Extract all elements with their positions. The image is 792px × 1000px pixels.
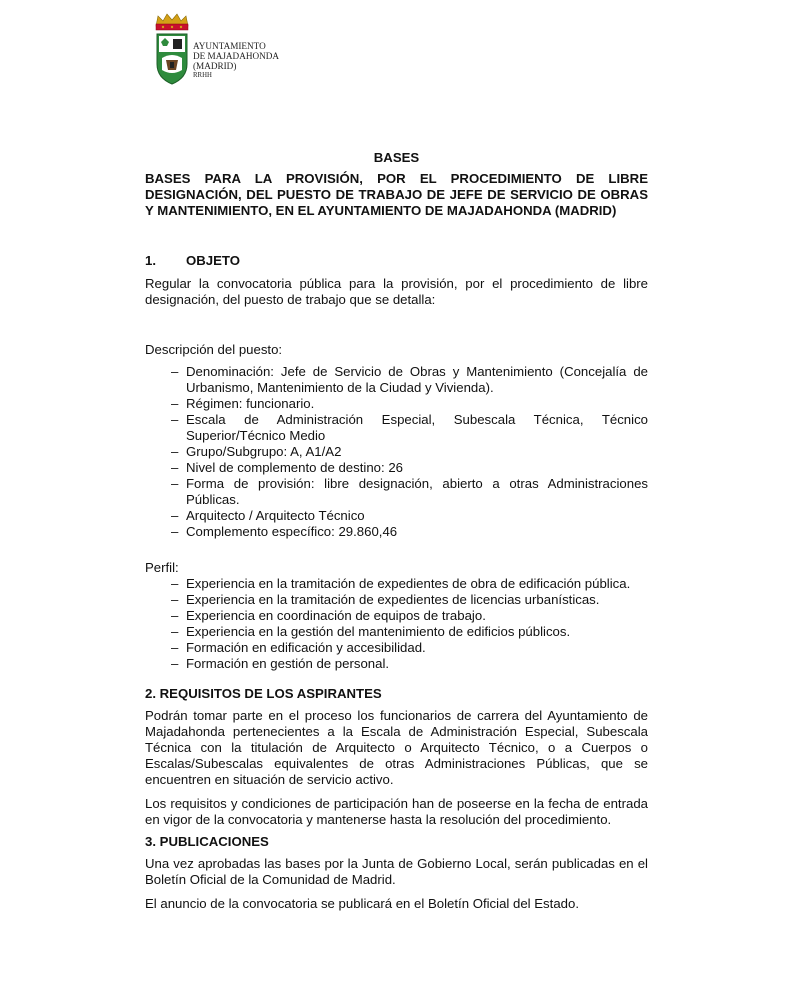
org-line-1: AYUNTAMIENTO <box>193 41 266 51</box>
letterhead <box>152 12 372 92</box>
list-item: – Grupo/Subgrupo: A, A1/A2 <box>145 444 648 460</box>
list-item: – Nivel de complemento de destino: 26 <box>145 460 648 476</box>
list-item: – Escala de Administración Especial, Subescala Técnica, Técnico Superior/Técnico Medio <box>145 412 648 444</box>
list-item: – Complemento específico: 29.860,46 <box>145 524 648 540</box>
profile-list <box>145 576 648 672</box>
profile-label: Perfil: <box>145 560 179 575</box>
list-item: – Formación en edificación y accesibilidad. <box>145 640 648 656</box>
section-2-title: 2. REQUISITOS DE LOS ASPIRANTES <box>145 686 382 701</box>
section-3-paragraph-2: El anuncio de la convocatoria se publicará en el Boletín Oficial del Estado. <box>145 896 579 911</box>
description-label: Descripción del puesto: <box>145 342 283 357</box>
org-name <box>193 41 279 80</box>
section-1-number: 1. <box>145 253 156 268</box>
section-2-paragraph-2: Los requisitos y condiciones de participación han de poseerse en la fecha de entrada en vigor de la convocatoria y mantenerse hasta la resolución del procedimiento. <box>145 796 648 827</box>
coat-of-arms-icon <box>152 12 192 88</box>
list-item: – Experiencia en la tramitación de expedientes de obra de edificación pública. <box>145 576 648 592</box>
section-1-title: OBJETO <box>186 253 240 268</box>
list-item: – Denominación: Jefe de Servicio de Obras y Mantenimiento (Concejalía de Urbanismo, Mantenimiento de la Ciudad y Vivienda). <box>145 364 648 396</box>
list-item: – Experiencia en la tramitación de expedientes de licencias urbanísticas. <box>145 592 648 608</box>
description-list <box>145 364 648 540</box>
org-department: RRHH <box>193 71 212 79</box>
org-line-3: (MADRID) <box>193 61 237 72</box>
list-item: – Formación en gestión de personal. <box>145 656 648 672</box>
section-1-heading <box>145 253 648 269</box>
section-2-paragraph-1: Podrán tomar parte en el proceso los funcionarios de carrera del Ayuntamiento de Majadahonda pertenecientes a la Escala de Administración Especial, Subescala Técnica con la titulación de Arquitecto o Arquitecto Técnico, o a Cuerpos o Escalas/Subescalas equivalentes de otras Administraciones Públicas, que se encuentren en situación de servicio activo. <box>145 708 648 787</box>
document-heading: BASES <box>373 150 420 165</box>
section-1-intro: Regular la convocatoria pública para la provisión, por el procedimiento de libre designación, del puesto de trabajo que se detalla: <box>145 276 648 307</box>
org-line-2: DE MAJADAHONDA <box>193 51 280 62</box>
list-item: – Forma de provisión: libre designación, abierto a otras Administraciones Públicas. <box>145 476 648 508</box>
section-3-title: 3. PUBLICACIONES <box>145 834 269 849</box>
list-item: – Arquitecto / Arquitecto Técnico <box>145 508 648 524</box>
list-item: – Experiencia en coordinación de equipos de trabajo. <box>145 608 648 624</box>
document-title: BASES PARA LA PROVISIÓN, POR EL PROCEDIMIENTO DE LIBRE DESIGNACIÓN, DEL PUESTO DE TRABAJO DE JEFE DE SERVICIO DE OBRAS Y MANTENIMIENTO, EN EL AYUNTAMIENTO DE MAJADAHONDA (MADRID) <box>145 171 648 218</box>
list-item: – Experiencia en la gestión del mantenimiento de edificios públicos. <box>145 624 648 640</box>
list-item: – Régimen: funcionario. <box>145 396 648 412</box>
document-body <box>145 150 648 912</box>
section-3-paragraph-1: Una vez aprobadas las bases por la Junta de Gobierno Local, serán publicadas en el Boletín Oficial de la Comunidad de Madrid. <box>145 856 648 887</box>
